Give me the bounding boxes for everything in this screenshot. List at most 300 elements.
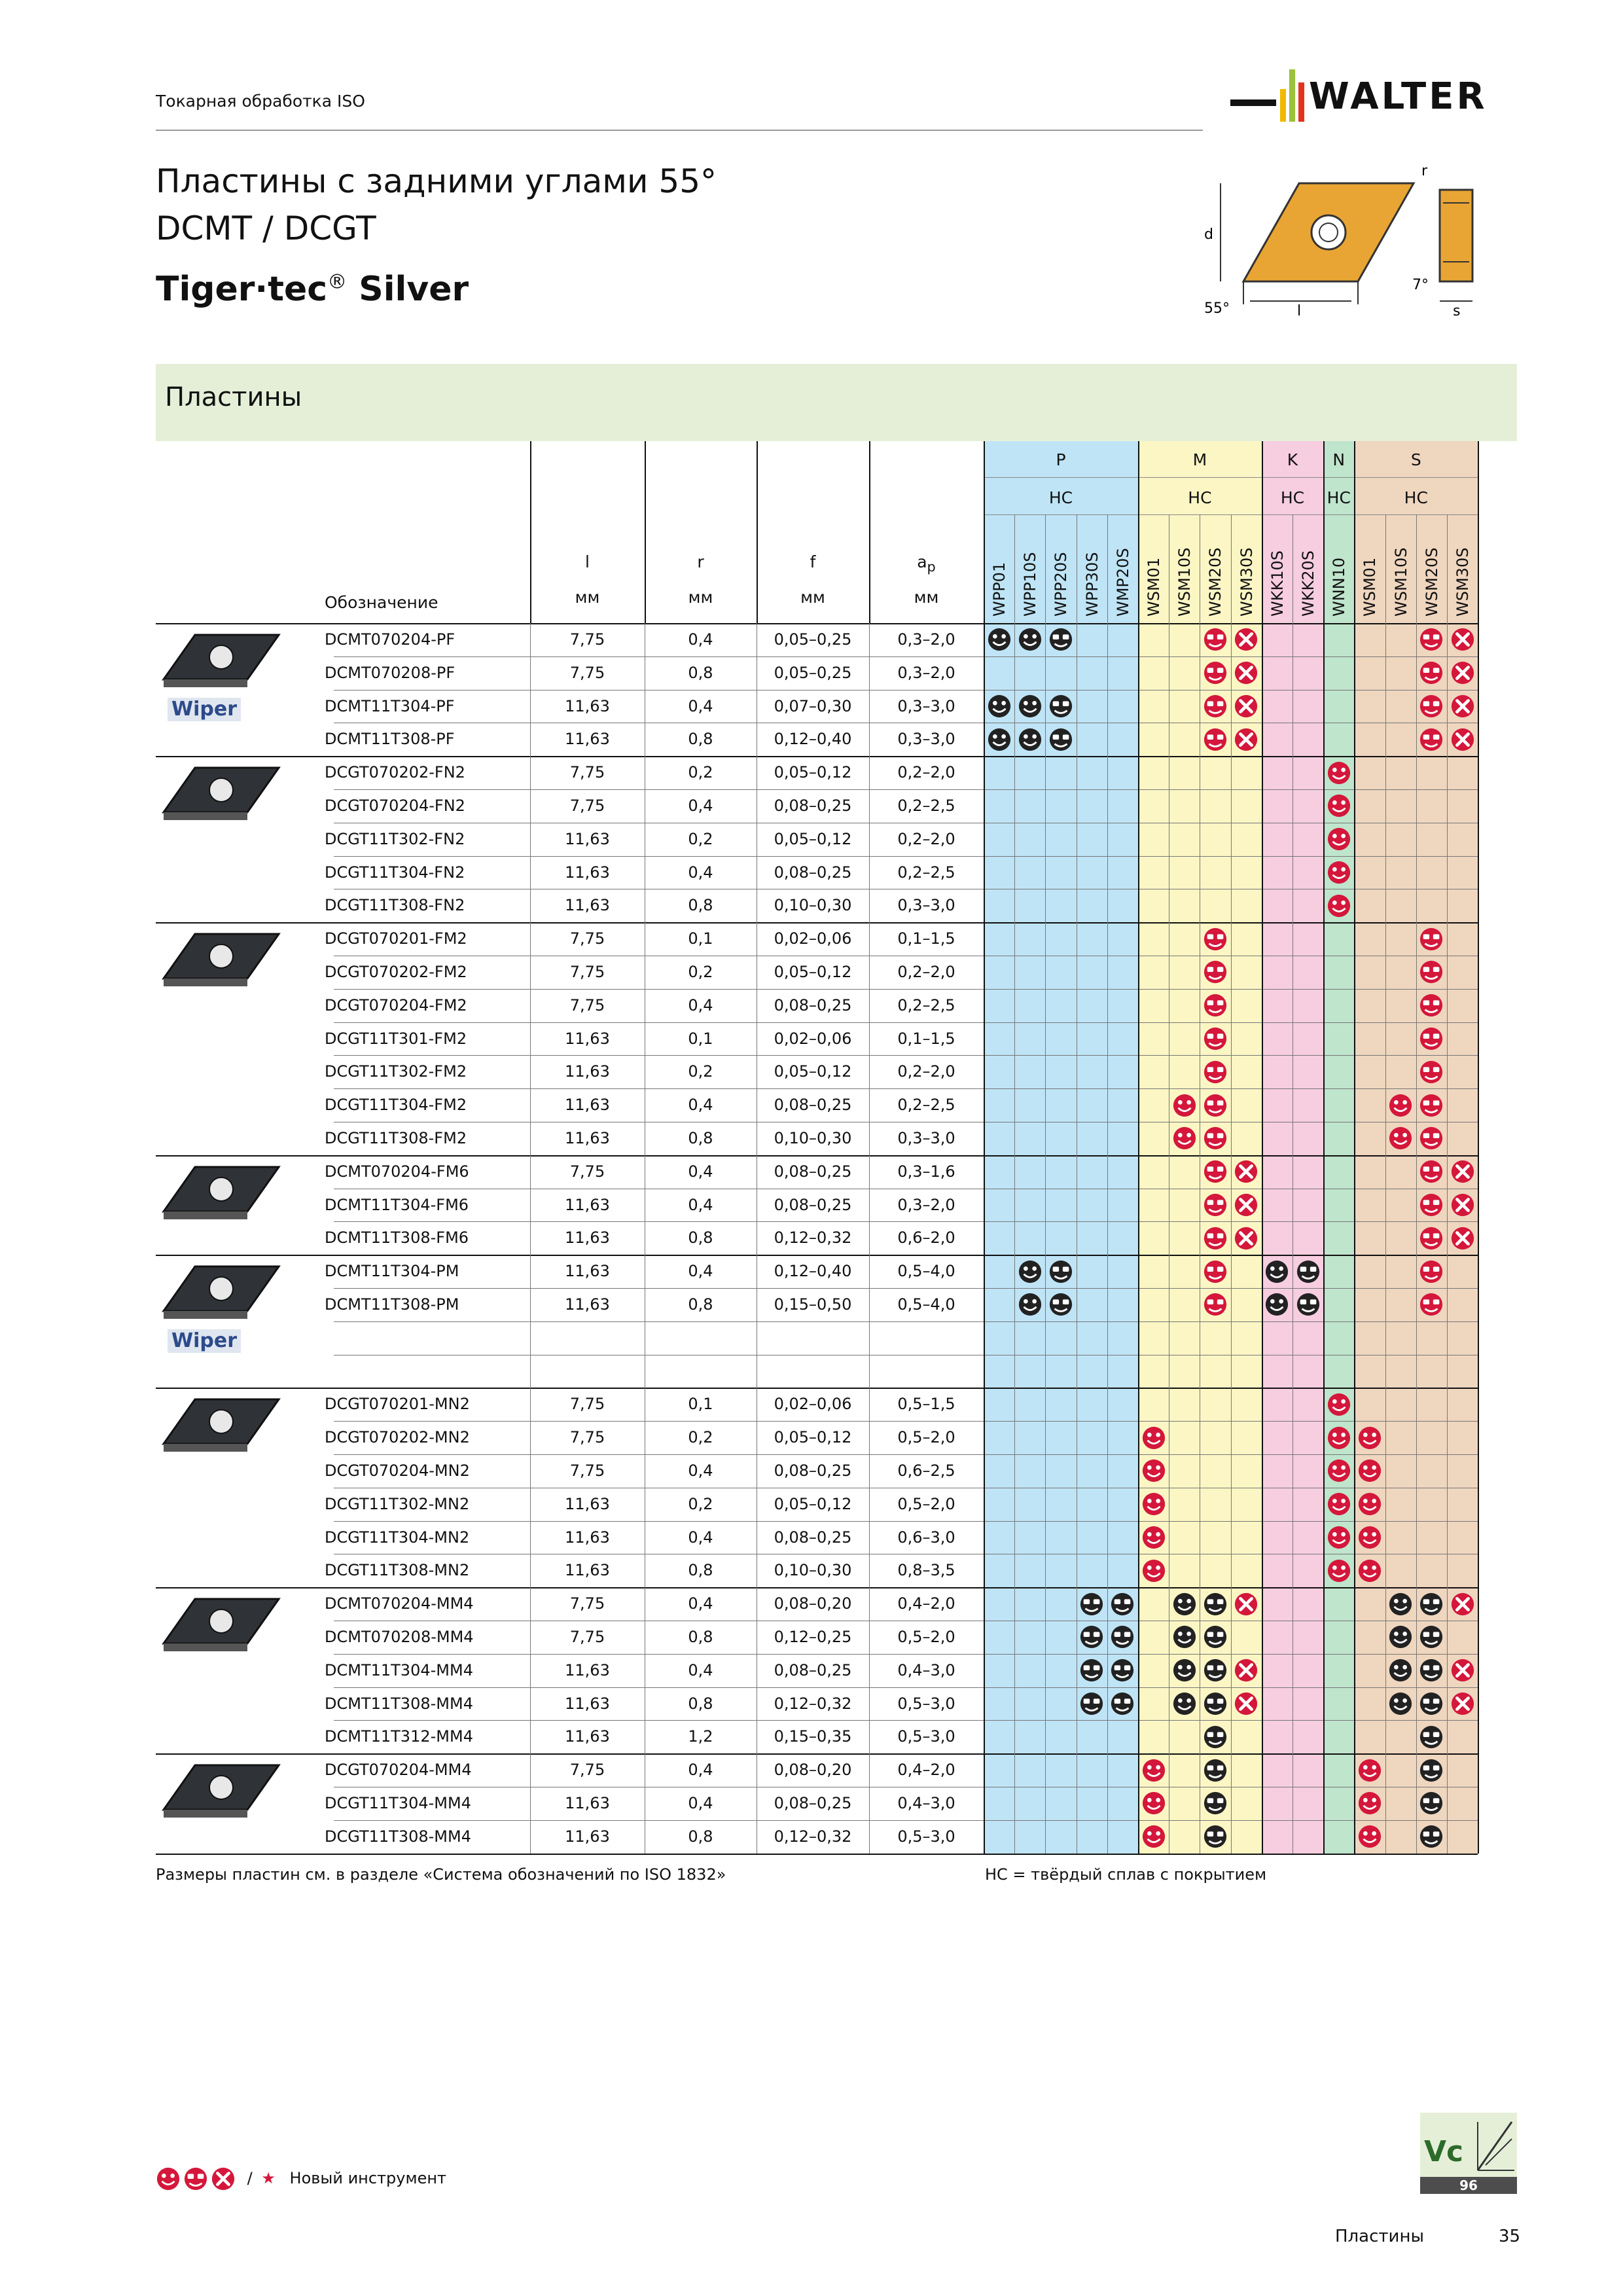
secondary-application-icon <box>1048 627 1073 652</box>
secondary-application-icon <box>1203 1126 1228 1151</box>
main-application-icon <box>1141 1758 1166 1783</box>
cell-ap: 0,5–3,0 <box>897 1727 955 1746</box>
col-header-unit: мм <box>575 588 600 607</box>
cell-f: 0,08–0,25 <box>774 1794 852 1812</box>
main-application-icon <box>1141 1525 1166 1550</box>
main-application-icon <box>1357 1558 1382 1583</box>
cell-r: 0,4 <box>688 1262 713 1281</box>
cell-ap: 0,3–1,6 <box>897 1162 955 1181</box>
cell-l: 7,75 <box>569 1628 605 1646</box>
col-header-designation: Обозначение <box>325 593 438 612</box>
page-number: 35 <box>1499 2227 1521 2246</box>
secondary-application-icon <box>1203 927 1228 952</box>
secondary-application-icon <box>1048 1259 1073 1284</box>
insert-designation: DCGT070204-MM4 <box>325 1761 472 1780</box>
main-application-icon <box>1327 761 1351 785</box>
grade-vline <box>1014 514 1015 1854</box>
secondary-application-icon <box>1203 1292 1228 1317</box>
insert-designation: DCGT11T308-FM2 <box>325 1129 467 1147</box>
col-header-text: f <box>810 552 816 571</box>
cell-f: 0,02–0,06 <box>774 1395 852 1414</box>
cell-ap: 0,2–2,5 <box>897 863 955 882</box>
legend-icons <box>156 2166 238 2191</box>
col-header-unit: мм <box>688 588 713 607</box>
cell-l: 7,75 <box>569 1594 605 1613</box>
grade-header: WSM01 <box>1145 557 1163 617</box>
cell-ap: 0,3–2,0 <box>897 630 955 649</box>
secondary-application-icon <box>1419 1093 1444 1118</box>
cell-f: 0,02–0,06 <box>774 929 852 948</box>
cell-l: 7,75 <box>569 1428 605 1447</box>
insert-image <box>156 1259 287 1337</box>
secondary-application-icon <box>1419 927 1444 952</box>
cell-l: 11,63 <box>565 1694 610 1713</box>
cell-r: 0,2 <box>688 829 713 848</box>
cell-ap: 0,2–2,5 <box>897 996 955 1014</box>
secondary-application-icon <box>1048 694 1073 719</box>
insert-designation: DCMT070204-PF <box>325 630 455 649</box>
insert-designation: DCMT11T304-FM6 <box>325 1195 469 1214</box>
insert-image <box>156 1159 287 1238</box>
insert-designation: DCGT070202-FM2 <box>325 963 467 981</box>
insert-image <box>156 1757 287 1836</box>
main-application-icon <box>1018 694 1043 719</box>
insert-designation: DCMT11T308-PM <box>325 1295 459 1314</box>
cell-r: 0,8 <box>688 1561 713 1580</box>
iso-group-label: N <box>1332 450 1346 469</box>
secondary-application-icon <box>1110 1624 1135 1649</box>
secondary-application-icon <box>1419 993 1444 1018</box>
cell-ap: 0,6–2,0 <box>897 1229 955 1247</box>
unsuitable-icon <box>1234 1592 1258 1617</box>
cell-f: 0,12–0,40 <box>774 1262 852 1281</box>
cell-f: 0,12–0,40 <box>774 730 852 749</box>
secondary-application-icon <box>1110 1592 1135 1617</box>
page-title: Пластины с задними углами 55° <box>156 162 717 200</box>
insert-designation: DCGT070201-MN2 <box>325 1395 470 1414</box>
cell-ap: 0,3–2,0 <box>897 1195 955 1214</box>
main-application-icon <box>987 727 1012 752</box>
cell-r: 0,8 <box>688 730 713 749</box>
grade-vline <box>1262 441 1263 1854</box>
cell-r: 0,4 <box>688 1660 713 1679</box>
grade-header: WPP01 <box>990 562 1008 617</box>
cell-l: 11,63 <box>565 1229 610 1247</box>
cell-r: 0,1 <box>688 929 713 948</box>
cell-f: 0,08–0,20 <box>774 1594 852 1613</box>
cell-f: 0,08–0,25 <box>774 1096 852 1115</box>
secondary-application-icon <box>1419 960 1444 984</box>
grade-vline <box>984 441 985 1854</box>
secondary-application-icon <box>1203 960 1228 984</box>
main-application-icon <box>987 627 1012 652</box>
secondary-application-icon <box>1110 1658 1135 1683</box>
cell-f: 0,05–0,12 <box>774 829 852 848</box>
main-application-icon <box>1388 1126 1413 1151</box>
col-header-text: a <box>917 552 927 571</box>
main-application-icon <box>1141 1558 1166 1583</box>
insert-image <box>156 627 287 706</box>
cell-ap: 0,5–4,0 <box>897 1262 955 1281</box>
cell-l: 11,63 <box>565 1660 610 1679</box>
cell-f: 0,08–0,25 <box>774 1462 852 1480</box>
secondary-application-icon <box>1419 1026 1444 1051</box>
secondary-application-icon <box>1419 1193 1444 1217</box>
cell-ap: 0,4–2,0 <box>897 1594 955 1613</box>
cell-ap: 0,4–3,0 <box>897 1660 955 1679</box>
unsuitable-icon <box>1450 1226 1475 1251</box>
cell-r: 0,8 <box>688 1694 713 1713</box>
main-application-icon <box>156 2166 181 2191</box>
page-subtitle: DCMT / DCGT <box>156 209 376 247</box>
cell-l: 7,75 <box>569 1462 605 1480</box>
secondary-application-icon <box>183 2166 208 2191</box>
cell-f: 0,08–0,25 <box>774 1660 852 1679</box>
col-header-text: l <box>585 552 590 571</box>
cell-f: 0,05–0,25 <box>774 663 852 682</box>
unsuitable-icon <box>1450 660 1475 685</box>
diagram-label-l: l <box>1297 303 1302 319</box>
main-application-icon <box>1357 1824 1382 1849</box>
insert-designation: DCMT11T308-FM6 <box>325 1229 469 1247</box>
logo-wordmark: WALTER <box>1309 75 1488 118</box>
cell-r: 0,8 <box>688 1229 713 1247</box>
unsuitable-icon <box>1234 627 1258 652</box>
block-rule <box>156 1854 1478 1855</box>
cell-r: 0,4 <box>688 1162 713 1181</box>
insert-designation: DCGT11T308-FN2 <box>325 896 465 915</box>
main-application-icon <box>1327 893 1351 918</box>
material-type-label: HC <box>1048 488 1073 507</box>
legend-separator: / <box>247 2169 253 2187</box>
main-application-icon <box>1172 1691 1197 1716</box>
insert-designation: DCMT11T304-MM4 <box>325 1660 473 1679</box>
insert-geometry-diagram <box>1185 164 1512 327</box>
iso-group-label: K <box>1287 450 1298 469</box>
main-application-icon <box>1357 1458 1382 1483</box>
cell-f: 0,15–0,35 <box>774 1727 852 1746</box>
secondary-application-icon <box>1296 1259 1321 1284</box>
main-application-icon <box>1264 1259 1289 1284</box>
cell-r: 0,4 <box>688 797 713 815</box>
cell-r: 0,1 <box>688 1395 713 1414</box>
unsuitable-icon <box>1234 1226 1258 1251</box>
insert-designation: DCMT11T304-PF <box>325 696 455 715</box>
vc-badge <box>1420 2113 1517 2194</box>
insert-designation: DCGT11T302-MN2 <box>325 1494 470 1513</box>
cell-l: 11,63 <box>565 1295 610 1314</box>
cell-ap: 0,3–3,0 <box>897 896 955 915</box>
secondary-application-icon <box>1203 1658 1228 1683</box>
cell-r: 0,4 <box>688 1462 713 1480</box>
footnote-dimensions: Размеры пластин см. в разделе «Система обозначений по ISO 1832» <box>156 1865 726 1884</box>
cell-l: 11,63 <box>565 1794 610 1812</box>
secondary-application-icon <box>1203 1791 1228 1816</box>
cell-l: 11,63 <box>565 863 610 882</box>
cell-r: 0,4 <box>688 1761 713 1780</box>
main-application-icon <box>1172 1658 1197 1683</box>
cell-ap: 0,3–3,0 <box>897 730 955 749</box>
cell-r: 0,2 <box>688 763 713 782</box>
main-application-icon <box>1388 1592 1413 1617</box>
cell-r: 0,2 <box>688 1428 713 1447</box>
cell-ap: 0,5–3,0 <box>897 1827 955 1846</box>
grade-header: WPP20S <box>1052 552 1071 617</box>
secondary-application-icon <box>1419 1259 1444 1284</box>
cell-ap: 0,2–2,0 <box>897 1062 955 1081</box>
secondary-application-icon <box>1419 1060 1444 1085</box>
insert-designation: DCGT11T304-MM4 <box>325 1794 471 1812</box>
insert-designation: DCMT070208-MM4 <box>325 1628 474 1646</box>
insert-designation: DCGT070204-MN2 <box>325 1462 470 1480</box>
secondary-application-icon <box>1419 1159 1444 1184</box>
main-application-icon <box>1172 1592 1197 1617</box>
main-application-icon <box>1357 1525 1382 1550</box>
cell-f: 0,08–0,25 <box>774 1195 852 1214</box>
cell-l: 7,75 <box>569 1761 605 1780</box>
row-rule <box>334 1321 1478 1322</box>
cell-r: 0,2 <box>688 1494 713 1513</box>
secondary-application-icon <box>1203 1758 1228 1783</box>
main-application-icon <box>1141 1791 1166 1816</box>
cell-ap: 0,6–3,0 <box>897 1528 955 1547</box>
cell-f: 0,12–0,32 <box>774 1827 852 1846</box>
main-application-icon <box>1388 1624 1413 1649</box>
cell-f: 0,08–0,25 <box>774 797 852 815</box>
legend-text: Новый инструмент <box>289 2169 447 2187</box>
unsuitable-icon <box>1450 1159 1475 1184</box>
main-application-icon <box>1327 1558 1351 1583</box>
unsuitable-icon <box>1234 1658 1258 1683</box>
main-application-icon <box>1172 1093 1197 1118</box>
grade-vline <box>1138 441 1139 1854</box>
cell-ap: 0,5–1,5 <box>897 1395 955 1414</box>
cell-f: 0,10–0,30 <box>774 1561 852 1580</box>
col-header-r <box>645 552 757 571</box>
main-application-icon <box>1141 1492 1166 1516</box>
insert-image <box>156 926 287 1005</box>
secondary-application-icon <box>1203 1193 1228 1217</box>
secondary-application-icon <box>1203 993 1228 1018</box>
unsuitable-icon <box>211 2166 236 2191</box>
cell-l: 11,63 <box>565 1195 610 1214</box>
main-application-icon <box>1327 1492 1351 1516</box>
cell-f: 0,08–0,25 <box>774 1528 852 1547</box>
material-type-label: HC <box>1404 488 1428 507</box>
secondary-application-icon <box>1203 1159 1228 1184</box>
grade-header: WKK20S <box>1299 550 1317 617</box>
cell-l: 7,75 <box>569 1162 605 1181</box>
cell-f: 0,07–0,30 <box>774 696 852 715</box>
section-title: Пластины <box>165 382 302 412</box>
insert-designation: DCMT070204-MM4 <box>325 1594 474 1613</box>
cell-f: 0,02–0,06 <box>774 1029 852 1048</box>
secondary-application-icon <box>1203 1691 1228 1716</box>
secondary-application-icon <box>1419 1791 1444 1816</box>
secondary-application-icon <box>1419 1624 1444 1649</box>
product-name: Tiger·tec <box>156 270 328 309</box>
cell-f: 0,10–0,30 <box>774 1129 852 1147</box>
grade-vline <box>1416 514 1417 1854</box>
secondary-application-icon <box>1419 627 1444 652</box>
unsuitable-icon <box>1450 727 1475 752</box>
cell-l: 7,75 <box>569 963 605 981</box>
grade-vline <box>1354 441 1355 1854</box>
secondary-application-icon <box>1203 1624 1228 1649</box>
secondary-application-icon <box>1203 627 1228 652</box>
cell-r: 0,4 <box>688 863 713 882</box>
secondary-application-icon <box>1419 1691 1444 1716</box>
insert-designation: DCGT11T302-FN2 <box>325 829 465 848</box>
secondary-application-icon <box>1419 727 1444 752</box>
cell-f: 0,08–0,25 <box>774 863 852 882</box>
unsuitable-icon <box>1234 1691 1258 1716</box>
insert-designation: DCGT070204-FN2 <box>325 797 465 815</box>
secondary-application-icon <box>1419 1126 1444 1151</box>
cell-ap: 0,4–3,0 <box>897 1794 955 1812</box>
unsuitable-icon <box>1234 660 1258 685</box>
main-application-icon <box>1172 1624 1197 1649</box>
secondary-application-icon <box>1048 1292 1073 1317</box>
main-application-icon <box>1388 1691 1413 1716</box>
main-application-icon <box>1141 1426 1166 1450</box>
cell-l: 7,75 <box>569 1395 605 1414</box>
unsuitable-icon <box>1450 1592 1475 1617</box>
cell-r: 0,2 <box>688 1062 713 1081</box>
cell-l: 11,63 <box>565 1029 610 1048</box>
secondary-application-icon <box>1419 1658 1444 1683</box>
grade-header: WKK10S <box>1268 550 1287 617</box>
cell-ap: 0,2–2,0 <box>897 963 955 981</box>
unsuitable-icon <box>1450 1691 1475 1716</box>
star-icon: ★ <box>261 2169 276 2187</box>
insert-designation: DCMT11T308-PF <box>325 730 455 749</box>
cell-ap: 0,2–2,0 <box>897 763 955 782</box>
secondary-application-icon <box>1419 1758 1444 1783</box>
cell-ap: 0,4–2,0 <box>897 1761 955 1780</box>
footer-section: Пластины <box>1335 2227 1424 2246</box>
product-suffix: Silver <box>359 270 469 309</box>
grade-vline <box>1045 514 1046 1854</box>
cell-l: 7,75 <box>569 996 605 1014</box>
cell-f: 0,08–0,20 <box>774 1761 852 1780</box>
main-application-icon <box>1018 727 1043 752</box>
cell-f: 0,05–0,12 <box>774 1428 852 1447</box>
col-header-f <box>757 552 869 571</box>
main-application-icon <box>1357 1758 1382 1783</box>
secondary-application-icon <box>1419 1592 1444 1617</box>
cell-r: 1,2 <box>688 1727 713 1746</box>
cell-f: 0,12–0,32 <box>774 1694 852 1713</box>
insert-image <box>156 760 287 838</box>
cell-r: 0,8 <box>688 896 713 915</box>
grade-header: WSM30S <box>1237 547 1256 617</box>
cell-ap: 0,3–2,0 <box>897 663 955 682</box>
insert-designation: DCGT070204-FM2 <box>325 996 467 1014</box>
cell-f: 0,05–0,12 <box>774 1062 852 1081</box>
cell-l: 11,63 <box>565 1727 610 1746</box>
cell-f: 0,05–0,12 <box>774 963 852 981</box>
main-application-icon <box>1327 793 1351 818</box>
unsuitable-icon <box>1234 727 1258 752</box>
main-application-icon <box>1327 1426 1351 1450</box>
insert-designation: DCGT11T304-MN2 <box>325 1528 470 1547</box>
cell-l: 11,63 <box>565 1561 610 1580</box>
cell-l: 7,75 <box>569 663 605 682</box>
cell-f: 0,05–0,12 <box>774 763 852 782</box>
main-application-icon <box>1018 627 1043 652</box>
diagram-label-r: r <box>1421 164 1428 179</box>
insert-designation: DCGT070202-FN2 <box>325 763 465 782</box>
cell-f: 0,08–0,25 <box>774 1162 852 1181</box>
grade-vline <box>1231 514 1232 1854</box>
cell-l: 11,63 <box>565 1827 610 1846</box>
cell-l: 11,63 <box>565 829 610 848</box>
grade-header: WSM20S <box>1206 547 1225 617</box>
cell-ap: 0,6–2,5 <box>897 1462 955 1480</box>
secondary-application-icon <box>1203 1026 1228 1051</box>
iso-group-label: M <box>1192 450 1207 469</box>
insert-designation: DCGT11T304-FM2 <box>325 1096 467 1115</box>
insert-image <box>156 1591 287 1670</box>
secondary-application-icon <box>1110 1691 1135 1716</box>
cell-ap: 0,3–3,0 <box>897 696 955 715</box>
secondary-application-icon <box>1203 694 1228 719</box>
secondary-application-icon <box>1419 1725 1444 1749</box>
main-application-icon <box>1264 1292 1289 1317</box>
secondary-application-icon <box>1419 694 1444 719</box>
walter-logo <box>1230 63 1518 128</box>
cell-r: 0,8 <box>688 1628 713 1646</box>
cell-l: 11,63 <box>565 1062 610 1081</box>
cell-r: 0,8 <box>688 1295 713 1314</box>
main-application-icon <box>1327 860 1351 885</box>
vc-page-ref: 96 <box>1459 2178 1478 2193</box>
secondary-application-icon <box>1419 1292 1444 1317</box>
cell-r: 0,4 <box>688 1528 713 1547</box>
product-mark: ® <box>327 270 348 294</box>
unsuitable-icon <box>1234 694 1258 719</box>
wiper-label: Wiper <box>168 1329 241 1353</box>
col-header-unit: мм <box>800 588 825 607</box>
cell-ap: 0,8–3,5 <box>897 1561 955 1580</box>
unsuitable-icon <box>1234 1193 1258 1217</box>
secondary-application-icon <box>1203 1259 1228 1284</box>
cell-r: 0,4 <box>688 1794 713 1812</box>
grade-header: WPP10S <box>1021 552 1040 617</box>
main-application-icon <box>1327 1525 1351 1550</box>
material-type-label: HC <box>1188 488 1212 507</box>
cell-ap: 0,2–2,5 <box>897 797 955 815</box>
grade-vline <box>1107 514 1108 1854</box>
cell-r: 0,4 <box>688 630 713 649</box>
header-section-label: Токарная обработка ISO <box>156 92 365 111</box>
cell-ap: 0,5–2,0 <box>897 1494 955 1513</box>
main-application-icon <box>1327 1458 1351 1483</box>
main-application-icon <box>1141 1824 1166 1849</box>
header-vline <box>645 441 646 623</box>
grade-header: WPP30S <box>1082 552 1101 617</box>
main-application-icon <box>1018 1259 1043 1284</box>
material-type-label: HC <box>1327 488 1351 507</box>
diagram-label-angle: 55° <box>1204 300 1230 317</box>
grade-header: WSM01 <box>1361 557 1380 617</box>
secondary-application-icon <box>1048 727 1073 752</box>
secondary-application-icon <box>1203 1824 1228 1849</box>
col-header-unit: мм <box>914 588 939 607</box>
cell-f: 0,05–0,12 <box>774 1494 852 1513</box>
cell-r: 0,4 <box>688 1594 713 1613</box>
